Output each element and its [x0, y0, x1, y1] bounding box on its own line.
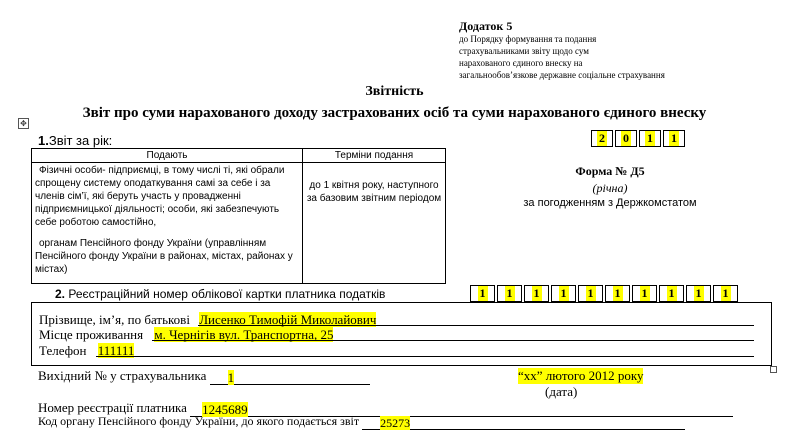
resize-handle[interactable] — [770, 366, 777, 373]
name-label: Прізвище, ім’я, по батькові — [39, 312, 190, 327]
pfu-code-value: 25273 — [380, 416, 411, 430]
tax-digit-box[interactable]: 1 — [524, 285, 549, 302]
tax-digit-box[interactable]: 1 — [578, 285, 603, 302]
payer-info-box — [31, 302, 772, 366]
tax-digit-box[interactable]: 1 — [497, 285, 522, 302]
table-header-deadlines: Терміни подання — [303, 149, 446, 163]
deadline-cell: до 1 квітня року, наступного за базовим звітним періодом — [303, 163, 446, 284]
report-subtitle: Звіт про суми нарахованого доходу застрахованих осіб та суми нарахованого єдиного внеску — [82, 105, 707, 121]
address-underline — [152, 340, 754, 341]
tax-digit-box[interactable]: 1 — [605, 285, 630, 302]
date-value[interactable]: “хх” лютого 2012 року — [518, 368, 644, 383]
tax-digit-box[interactable]: 1 — [551, 285, 576, 302]
tax-digit-box[interactable]: 1 — [713, 285, 738, 302]
form-agreed: за погодженням з Держкомстатом — [523, 197, 697, 209]
tax-number-boxes — [470, 285, 740, 302]
submission-table — [31, 148, 446, 284]
section-1-label — [38, 133, 112, 148]
appendix-line: до Порядку формування та подання — [459, 34, 597, 44]
pfu-code-field[interactable] — [362, 416, 685, 430]
appendix-line: страхувальниками звіту щодо сум — [459, 46, 589, 56]
date-label: (дата) — [545, 384, 578, 399]
outgoing-field[interactable] — [210, 370, 370, 385]
submitters-cell — [32, 163, 303, 284]
appendix-line: загальнообов’язкове державне соціальне страхування — [459, 70, 665, 80]
section-2-text: Реєстраційний номер облікової картки платника податків — [68, 287, 386, 301]
pfu-code-label: Код органу Пенсійного фонду України, до якого подається звіт — [38, 414, 360, 428]
outgoing-label: Вихідний № у страхувальника — [38, 368, 207, 383]
registration-value: 1245689 — [202, 402, 248, 417]
registration-label: Номер реєстрації платника — [38, 400, 187, 415]
address-value[interactable]: м. Чернігів вул. Транспортна, 25 — [154, 327, 334, 342]
name-value[interactable]: Лисенко Тимофій Миколайович — [199, 312, 377, 327]
section-1-text: Звіт за рік: — [48, 133, 113, 148]
section-2-label — [55, 287, 385, 301]
year-digit-boxes — [589, 130, 685, 147]
tax-digit-box[interactable]: 1 — [659, 285, 684, 302]
year-digit-box[interactable]: 0 — [615, 130, 637, 147]
year-digit-box[interactable]: 1 — [663, 130, 685, 147]
table-move-handle-icon[interactable]: ✥ — [18, 118, 29, 129]
section-2-number: 2. — [55, 287, 66, 301]
submitters-recipient: органам Пенсійного фонду України (управлінням Пенсійного фонду України в районах, містах, районах у містах) — [35, 238, 293, 275]
report-title: Звітність — [365, 84, 424, 99]
year-digit-box[interactable]: 1 — [639, 130, 661, 147]
outgoing-row — [38, 368, 370, 384]
table-header-submitters: Подають — [32, 149, 303, 163]
appendix-title: Додаток 5 — [459, 19, 513, 33]
phone-value[interactable]: 111111 — [97, 343, 135, 358]
submitters-text: Фізичні особи- підприємці, в тому числі ті, які обрали спрощену систему оподаткування самі за себе і за членів сім’ї, які беруть участь у провадженні підприємницької діяльності; особи, які забезпечують себе роботою самостійно, — [35, 165, 285, 228]
form-periodicity: (річна) — [592, 181, 628, 195]
phone-label: Телефон — [39, 343, 87, 358]
pfu-code-row — [38, 414, 685, 429]
tax-digit-box[interactable]: 1 — [470, 285, 495, 302]
phone-underline — [96, 356, 754, 357]
tax-digit-box[interactable]: 1 — [632, 285, 657, 302]
year-digit-box[interactable]: 2 — [591, 130, 613, 147]
form-number: Форма № Д5 — [575, 164, 645, 178]
outgoing-value: 1 — [227, 370, 235, 385]
name-underline — [198, 325, 754, 326]
section-1-number: 1. — [38, 133, 49, 148]
appendix-line: нарахованого єдиного внеску на — [459, 58, 583, 68]
tax-digit-box[interactable]: 1 — [686, 285, 711, 302]
address-label: Місце проживання — [39, 327, 144, 342]
